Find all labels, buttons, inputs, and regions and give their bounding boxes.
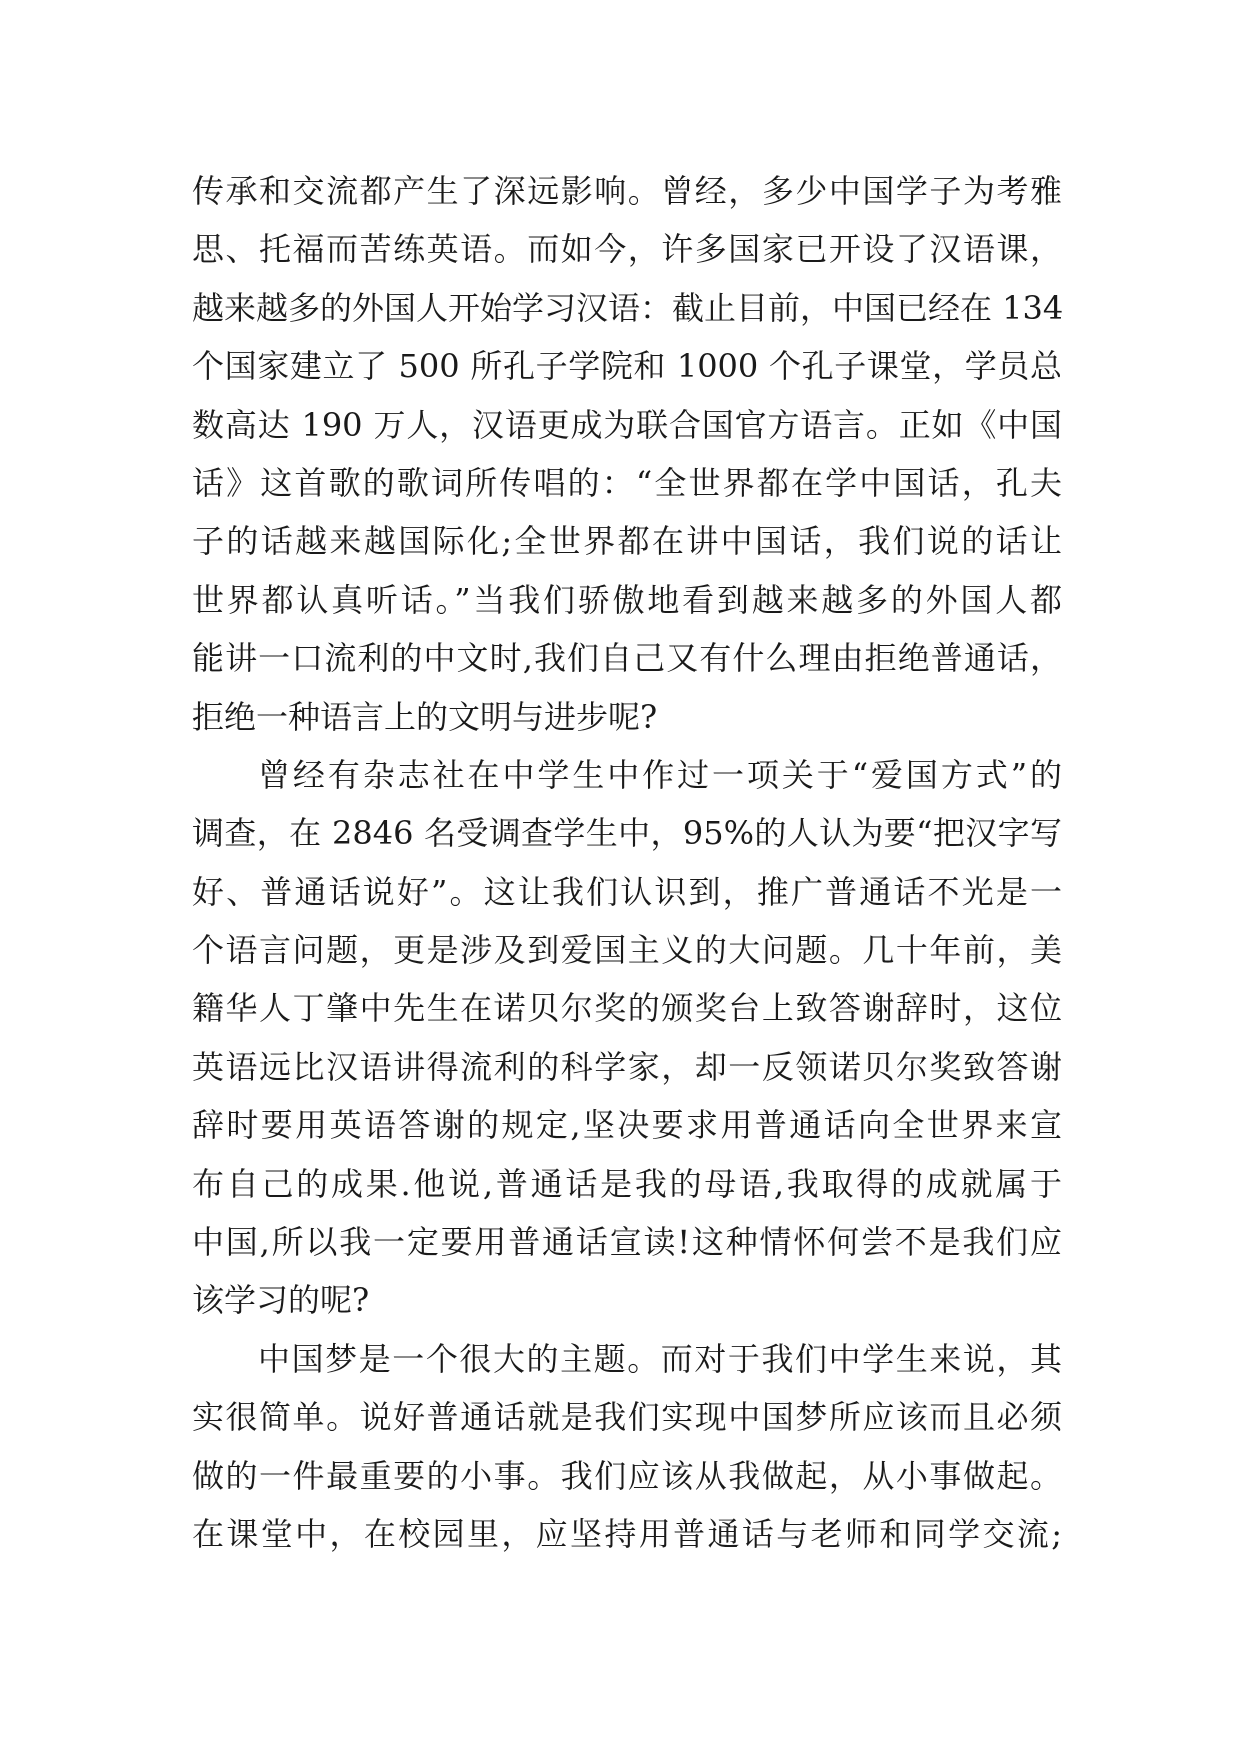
text-line: 个国家建立了 500 所孔子学院和 1000 个孔子课堂，学员总 [192, 347, 1062, 386]
text-line: 话》这首歌的歌词所传唱的：“全世界都在学中国话，孔夫 [192, 463, 1062, 502]
text-line: 思、托福而苦练英语。而如今，许多国家已开设了汉语课， [192, 230, 1062, 269]
text-line: 布自己的成果.他说,普通话是我的母语,我取得的成就属于 [192, 1164, 1062, 1203]
text-line: 好、普通话说好”。这让我们认识到，推广普通话不光是一 [192, 872, 1062, 911]
text-line: 英语远比汉语讲得流利的科学家，却一反领诺贝尔奖致答谢 [192, 1047, 1062, 1086]
text-line: 在课堂中，在校园里，应坚持用普通话与老师和同学交流; [192, 1514, 1062, 1553]
text-line: 曾经有杂志社在中学生中作过一项关于“爱国方式”的 [258, 755, 1062, 794]
text-line: 实很简单。说好普通话就是我们实现中国梦所应该而且必须 [192, 1398, 1062, 1437]
text-line: 辞时要用英语答谢的规定,坚决要求用普通话向全世界来宣 [192, 1106, 1062, 1145]
text-line: 调查，在 2846 名受调查学生中，95%的人认为要“把汉字写 [192, 814, 1062, 853]
text-line: 世界都认真听话。”当我们骄傲地看到越来越多的外国人都 [192, 580, 1062, 619]
text-line: 中国梦是一个很大的主题。而对于我们中学生来说，其 [258, 1339, 1062, 1378]
text-line: 籍华人丁肇中先生在诺贝尔奖的颁奖台上致答谢辞时，这位 [192, 989, 1062, 1028]
text-line: 中国,所以我一定要用普通话宣读!这种情怀何尝不是我们应 [192, 1223, 1062, 1262]
text-line: 该学习的呢? [192, 1281, 370, 1320]
text-line: 越来越多的外国人开始学习汉语：截止目前，中国已经在 134 [192, 288, 1064, 327]
text-line: 做的一件最重要的小事。我们应该从我做起，从小事做起。 [192, 1456, 1062, 1495]
text-line: 能讲一口流利的中文时,我们自己又有什么理由拒绝普通话， [192, 639, 1062, 678]
text-line: 个语言问题，更是涉及到爱国主义的大问题。几十年前，美 [192, 931, 1062, 970]
body-text [192, 162, 1062, 1563]
text-line: 传承和交流都产生了深远影响。曾经，多少中国学子为考雅 [192, 172, 1062, 210]
text-line: 拒绝一种语言上的文明与进步呢? [192, 697, 658, 736]
text-line: 子的话越来越国际化;全世界都在讲中国话，我们说的话让 [192, 522, 1062, 561]
text-line: 数高达 190 万人，汉语更成为联合国官方语言。正如《中国 [192, 405, 1062, 444]
